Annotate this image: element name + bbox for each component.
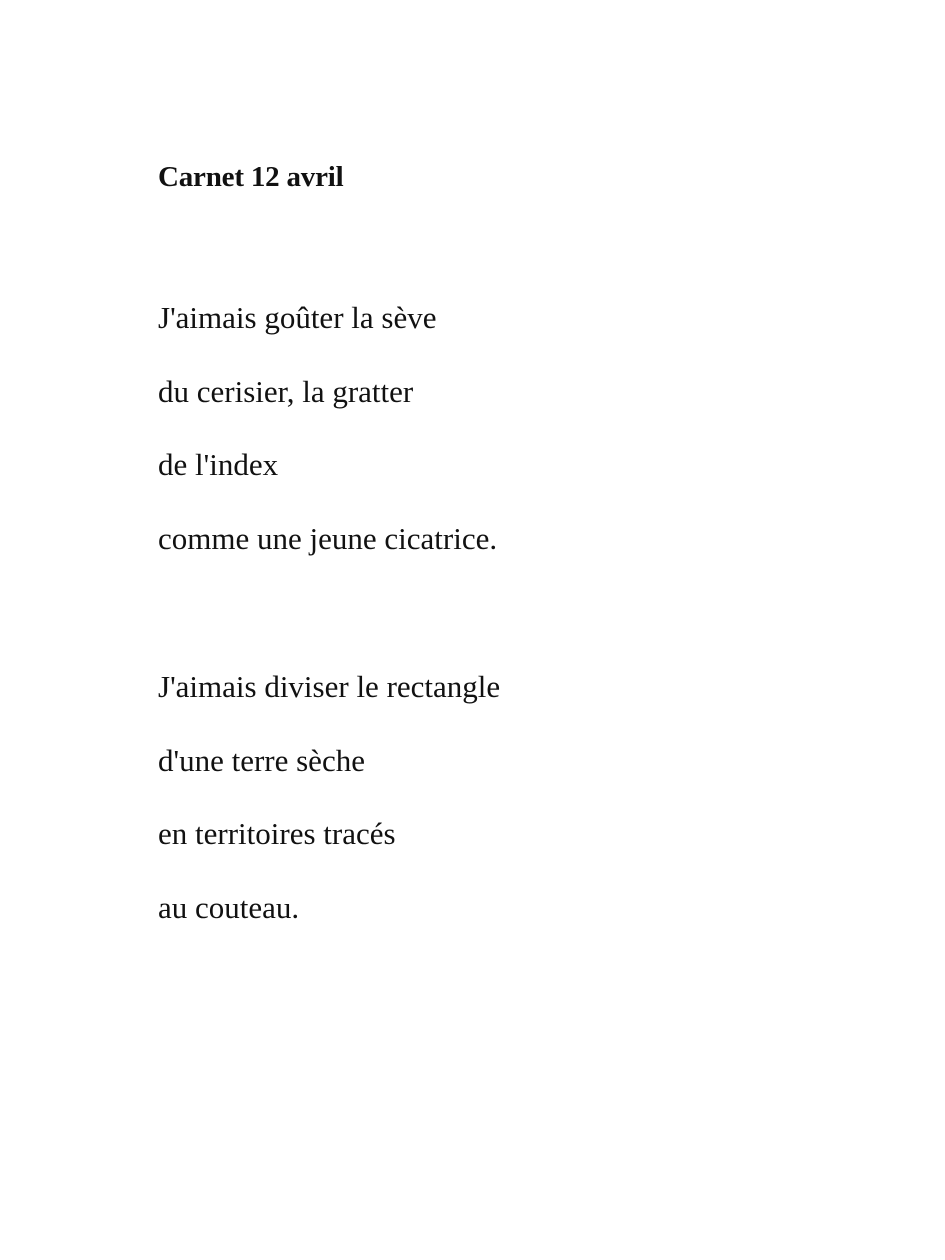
poem-line: du cerisier, la gratter — [158, 373, 414, 409]
poem-stanza-2 — [158, 667, 500, 961]
poem-line: J'aimais goûter la sève — [158, 300, 437, 335]
poem-line: d'une terre sèche — [158, 742, 365, 778]
poem-line: en territoires tracés — [158, 816, 396, 851]
poem-stanza-1 — [158, 298, 497, 592]
poem-line: J'aimais diviser le rectangle — [158, 669, 501, 704]
poem-line: au couteau. — [158, 889, 300, 925]
document-title: Carnet 12 avril — [158, 161, 344, 193]
poem-line: de l'index — [158, 447, 279, 482]
poem-line: comme une jeune cicatrice. — [158, 520, 498, 556]
